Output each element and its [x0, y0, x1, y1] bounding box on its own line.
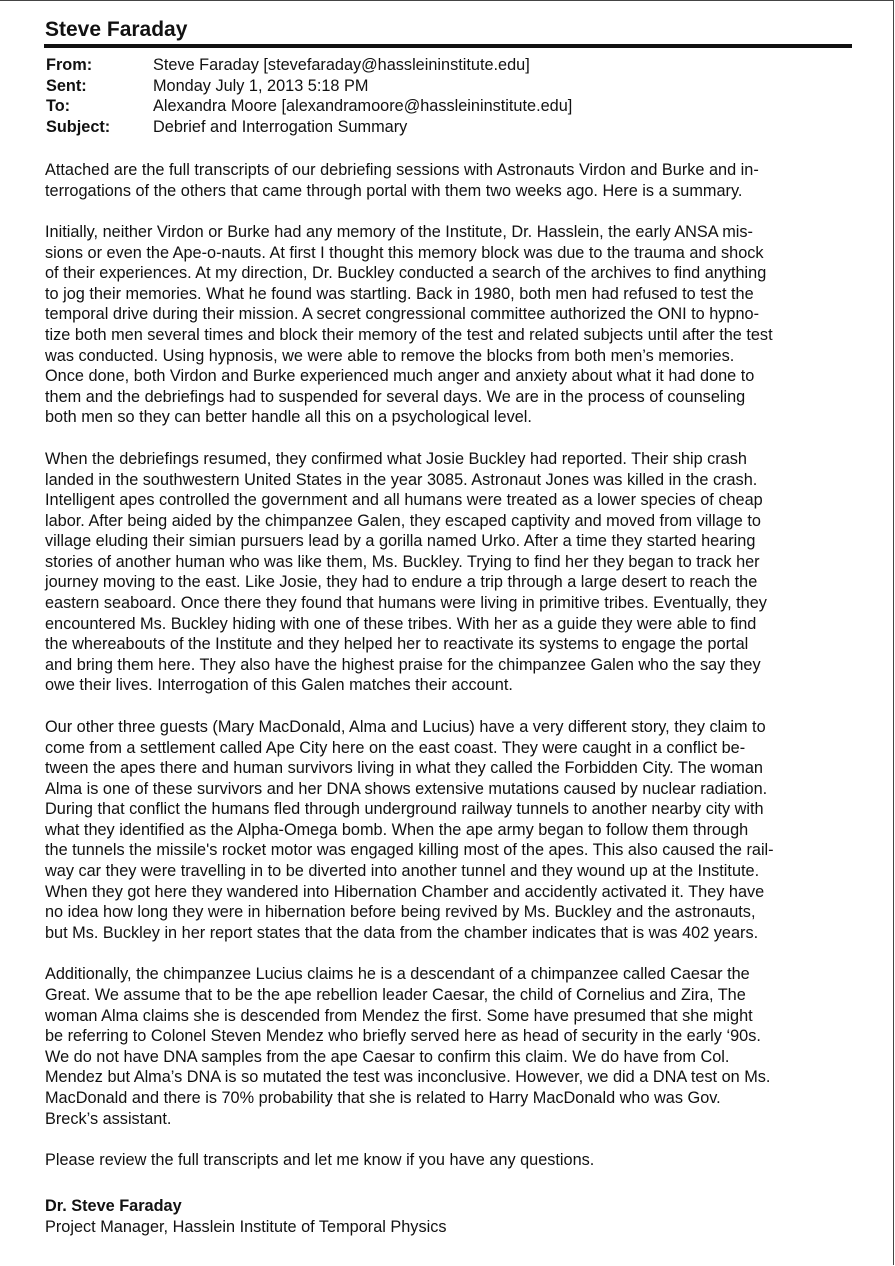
paragraph-line: but Ms. Buckley in her report states that the data from the chamber indicates that is was 402 years.: [45, 923, 759, 942]
body-paragraph: [45, 717, 855, 944]
paragraph-line: them and the debriefings had to suspended for several days. We are in the process of counseling: [45, 387, 746, 406]
subject-value: Debrief and Interrogation Summary: [153, 118, 408, 137]
paragraph-line: village eluding their simian pursuers lead by a gorilla named Urko. After a time they started hearing: [45, 532, 756, 551]
paragraph-line: woman Alma claims she is descended from Mendez the first. Some have presumed that she might: [45, 1006, 753, 1025]
paragraph-line: When they got here they wandered into Hibernation Chamber and accidently activated it. They have: [45, 882, 765, 901]
paragraph-line: what they identified as the Alpha-Omega bomb. When the ape army began to follow them through: [45, 820, 749, 839]
paragraph-line: be referring to Colonel Steven Mendez who briefly served here as head of security in the early ‘90s.: [45, 1027, 761, 1046]
body-paragraph: [45, 964, 855, 1129]
signature-block: [45, 1196, 447, 1237]
paragraph-line: Breck’s assistant.: [45, 1109, 172, 1128]
paragraph-line: We do not have DNA samples from the ape Caesar to confirm this claim. We do have from Col.: [45, 1047, 730, 1066]
paragraph-line: sions or even the Ape-o-nauts. At first I thought this memory block was due to the trauma and shock: [45, 243, 764, 262]
paragraph-line: no idea how long they were in hibernation before being revived by Ms. Buckley and the astronauts,: [45, 903, 756, 922]
to-value: Alexandra Moore [alexandramoore@hassleininstitute.edu]: [153, 97, 573, 116]
title-rule: [44, 44, 852, 48]
paragraph-line: stories of another human who was like them, Ms. Buckley. Trying to find her they began to track her: [45, 552, 760, 571]
paragraph-line: encountered Ms. Buckley hiding with one of these tribes. With her as a guide they were able to find: [45, 614, 757, 633]
paragraph-line: come from a settlement called Ape City here on the east coast. They were caught in a conflict be-: [45, 738, 746, 757]
header-row-to: [46, 96, 572, 117]
paragraph-line: and bring them here. They also have the highest praise for the chimpanzee Galen who the say they: [45, 655, 761, 674]
header-row-subject: [46, 117, 572, 138]
paragraph-line: landed in the southwestern United States in the year 3085. Astronaut Jones was killed in the crash.: [45, 470, 758, 489]
paragraph-line: Great. We assume that to be the ape rebellion leader Caesar, the child of Cornelius and Zira, The: [45, 985, 746, 1004]
paragraph-line: tween the apes there and human survivors living in what they called the Forbidden City. The woman: [45, 759, 763, 778]
subject-label: Subject:: [46, 118, 111, 137]
paragraph-line: tize both men several times and block their memory of the test and related subjects until after the test: [45, 326, 773, 345]
sender-title: Steve Faraday: [45, 18, 188, 41]
body-paragraph: [45, 1150, 855, 1171]
paragraph-line: Intelligent apes controlled the government and all humans were treated as a lower species of cheap: [45, 491, 763, 510]
paragraph-line: both men so they can better handle all this on a psychological level.: [45, 408, 532, 427]
paragraph-line: was conducted. Using hypnosis, we were able to remove the blocks from both men’s memories.: [45, 346, 735, 365]
body-paragraph: [45, 449, 855, 696]
paragraph-line: Attached are the full transcripts of our debriefing sessions with Astronauts Virdon and Burke and in-: [45, 161, 759, 179]
body-paragraph: [45, 160, 855, 201]
signature-role: Project Manager, Hasslein Institute of Temporal Physics: [45, 1217, 447, 1236]
paragraph-line: Our other three guests (Mary MacDonald, Alma and Lucius) have a very different story, they claim to: [45, 717, 766, 736]
paragraph-line: terrogations of the others that came through portal with them two weeks ago. Here is a summary.: [45, 181, 743, 200]
paragraph-line: labor. After being aided by the chimpanzee Galen, they escaped captivity and moved from village to: [45, 511, 761, 530]
paragraph-line: Mendez but Alma’s DNA is so mutated the test was inconclusive. However, we did a DNA test on Ms.: [45, 1068, 771, 1087]
paragraph-line: the whereabouts of the Institute and they helped her to reactivate its systems to engage the portal: [45, 635, 749, 654]
paragraph-line: temporal drive during their mission. A secret congressional committee authorized the ONI to hypno-: [45, 305, 760, 324]
paragraph-line: Please review the full transcripts and let me know if you have any questions.: [45, 1150, 595, 1169]
from-label: From:: [46, 56, 93, 74]
header-row-sent: [46, 76, 572, 97]
sent-value: Monday July 1, 2013 5:18 PM: [153, 76, 369, 95]
paragraph-line: When the debriefings resumed, they confirmed what Josie Buckley had reported. Their ship crash: [45, 449, 747, 468]
to-label: To:: [46, 97, 71, 116]
paragraph-line: During that conflict the humans fled through underground railway tunnels to another nearby city with: [45, 800, 764, 819]
paragraph-line: Alma is one of these survivors and her DNA shows extensive mutations caused by nuclear radiation.: [45, 779, 768, 798]
signature-name: Dr. Steve Faraday: [45, 1197, 182, 1215]
paragraph-line: the tunnels the missile's rocket motor was engaged killing most of the apes. This also caused the rail-: [45, 841, 774, 860]
from-value: Steve Faraday [stevefaraday@hassleininstitute.edu]: [153, 56, 530, 74]
paragraph-line: MacDonald and there is 70% probability that she is related to Harry MacDonald who was Gov.: [45, 1088, 721, 1107]
header-row-from: [46, 55, 572, 76]
email-body: [45, 160, 855, 1191]
paragraph-line: Once done, both Virdon and Burke experienced much anger and anxiety about what it had done to: [45, 367, 755, 386]
paragraph-line: to jog their memories. What he found was startling. Back in 1980, both men had refused to test the: [45, 284, 754, 303]
paragraph-line: way car they were travelling in to be diverted into another tunnel and they wound up at the Institute.: [45, 862, 760, 881]
paragraph-line: of their experiences. At my direction, Dr. Buckley conducted a search of the archives to find anything: [45, 264, 767, 283]
paragraph-line: journey moving to the east. Like Josie, they had to endure a trip through a large desert to reach the: [45, 573, 758, 592]
paragraph-line: Additionally, the chimpanzee Lucius claims he is a descendant of a chimpanzee called Caesar the: [45, 965, 750, 984]
email-header: [46, 55, 572, 138]
sent-label: Sent:: [46, 76, 87, 95]
paragraph-line: Initially, neither Virdon or Burke had any memory of the Institute, Dr. Hasslein, the early ANSA mis-: [45, 223, 753, 242]
paragraph-line: owe their lives. Interrogation of this Galen matches their account.: [45, 676, 513, 695]
paragraph-line: eastern seaboard. Once there they found that humans were living in primitive tribes. Eventually, they: [45, 594, 767, 613]
body-paragraph: [45, 222, 855, 428]
